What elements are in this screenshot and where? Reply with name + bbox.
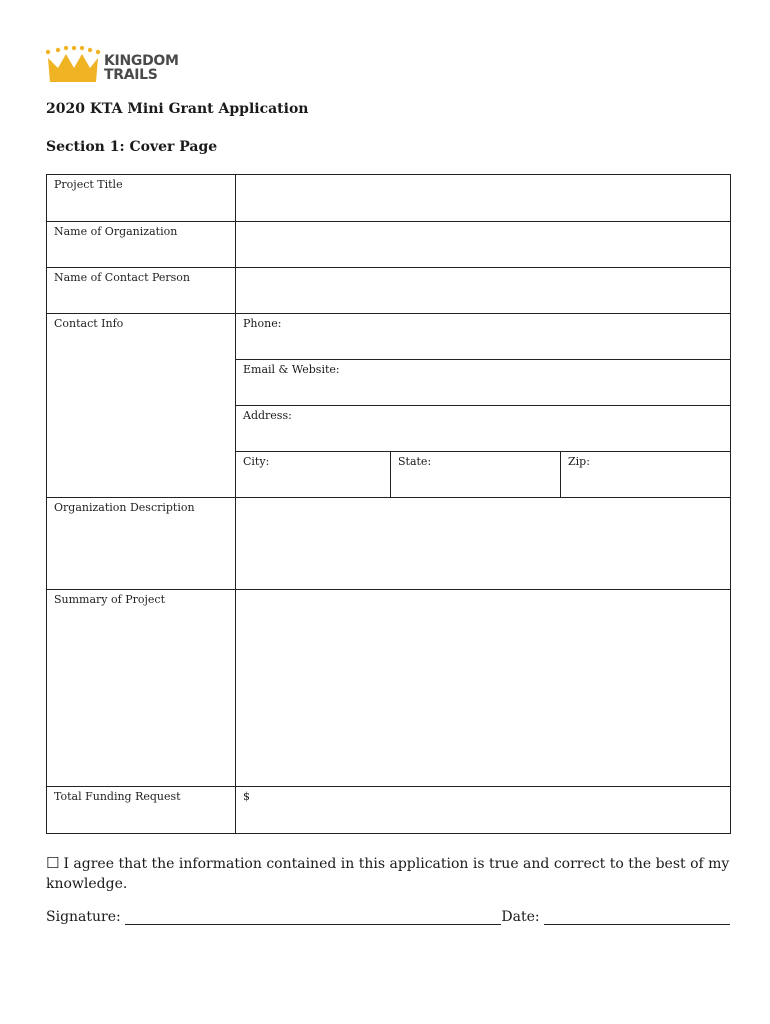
project-summary-label: Summary of Project	[47, 590, 236, 787]
date-label: Date:	[501, 909, 540, 925]
org-name-label: Name of Organization	[47, 222, 236, 268]
org-name-field[interactable]	[236, 222, 731, 268]
project-title-field[interactable]	[236, 175, 731, 222]
agreement-statement	[46, 853, 730, 894]
org-description-field[interactable]	[236, 498, 731, 590]
page-title: 2020 KTA Mini Grant Application	[46, 101, 309, 117]
email-website-field[interactable]: Email & Website:	[236, 360, 731, 406]
project-title-label: Project Title	[47, 175, 236, 222]
cover-page-form	[46, 174, 731, 834]
date-line[interactable]	[544, 908, 730, 925]
contact-person-label: Name of Contact Person	[47, 268, 236, 314]
logo-line-1: KINGDOM	[104, 53, 179, 69]
signature-line[interactable]	[125, 908, 502, 925]
zip-field[interactable]: Zip:	[561, 452, 731, 498]
phone-field[interactable]: Phone:	[236, 314, 731, 360]
agree-checkbox[interactable]: ☐	[46, 854, 60, 872]
project-summary-field[interactable]	[236, 590, 731, 787]
address-field[interactable]: Address:	[236, 406, 731, 452]
logo-line-2: TRAILS	[104, 67, 158, 83]
section-title: Section 1: Cover Page	[46, 139, 218, 155]
contact-info-label: Contact Info	[47, 314, 236, 498]
state-field[interactable]: State:	[391, 452, 561, 498]
funding-request-field[interactable]: $	[236, 787, 731, 834]
org-description-label: Organization Description	[47, 498, 236, 590]
city-field[interactable]: City:	[236, 452, 391, 498]
agreement-text: I agree that the information contained in this application is true and correct to the best of my knowledge.	[46, 856, 730, 892]
contact-person-field[interactable]	[236, 268, 731, 314]
funding-request-label: Total Funding Request	[47, 787, 236, 834]
crown-icon	[46, 46, 100, 82]
logo-wordmark	[104, 54, 179, 82]
signature-label: Signature:	[46, 909, 121, 925]
signature-row	[46, 908, 730, 925]
